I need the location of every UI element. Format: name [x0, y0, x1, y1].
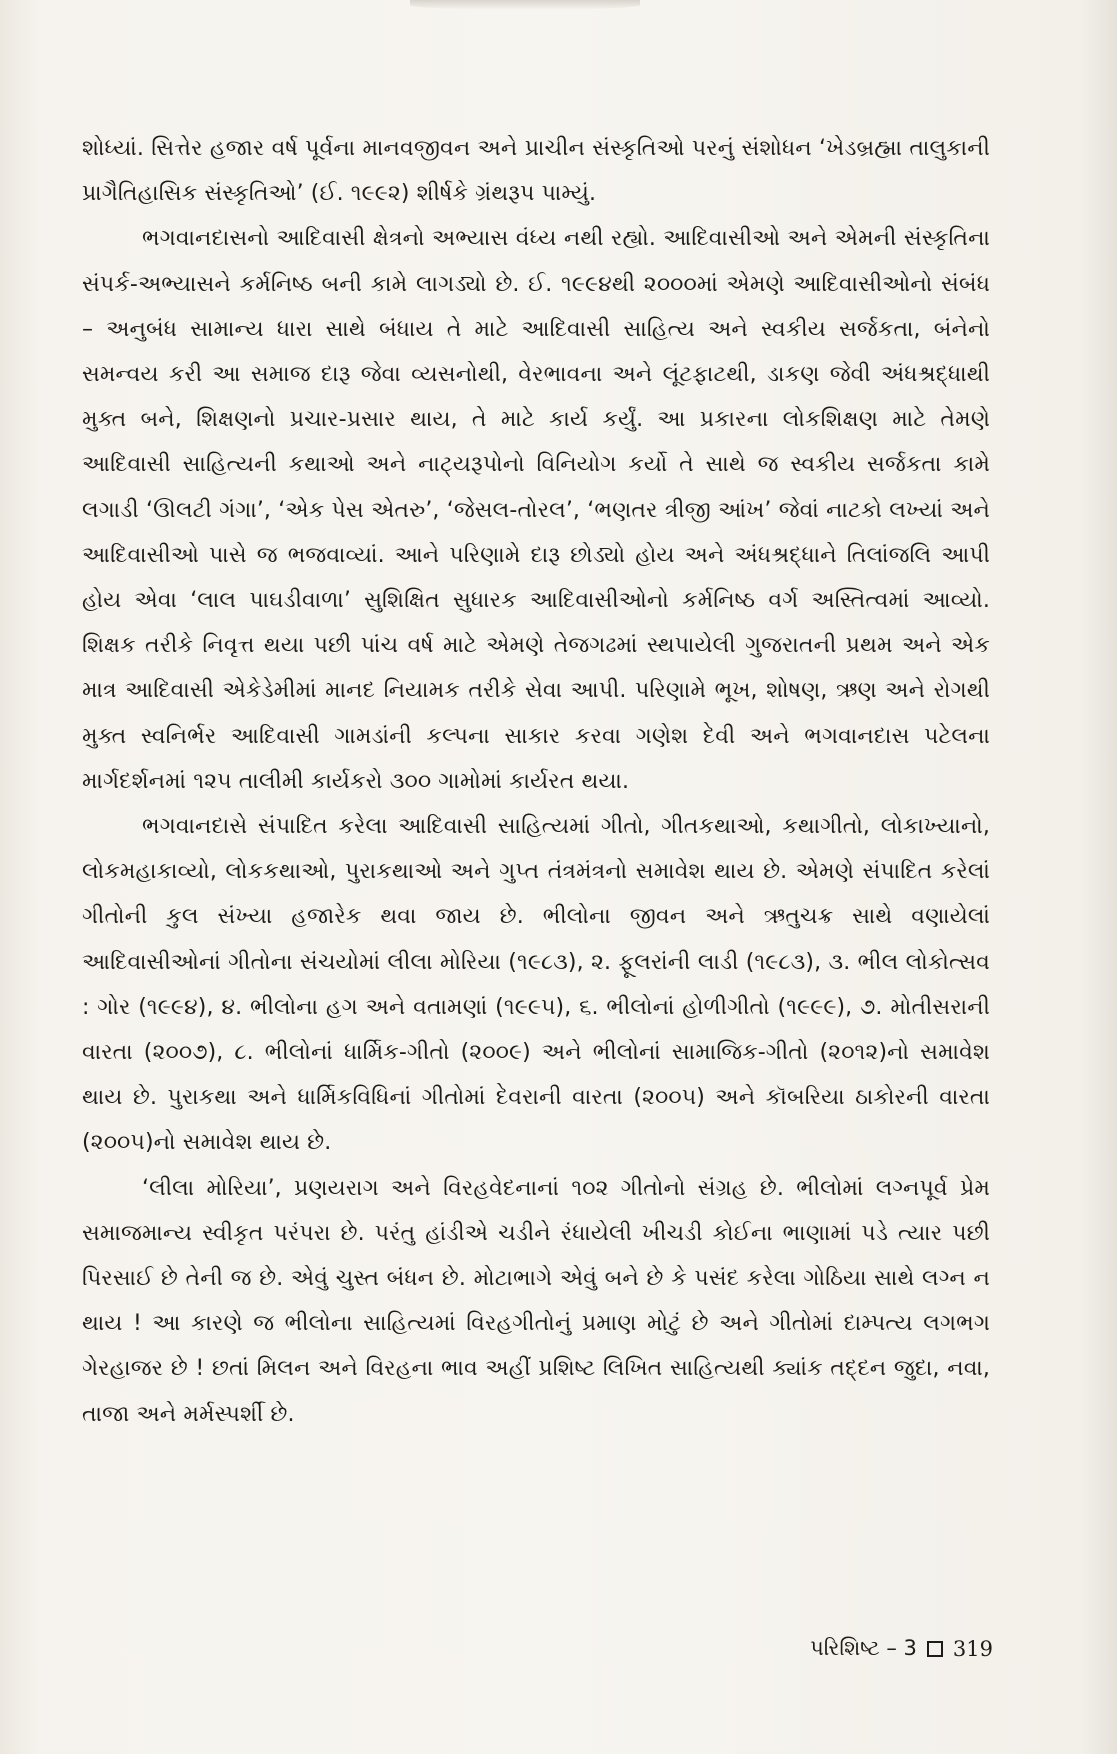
paragraph-4: ‘લીલા મોરિયા’, પ્રણયરાગ અને વિરહવેદનાનાં ૧૦૨ ગીતોનો સંગ્રહ છે. ભીલોમાં લગ્નપૂર્વ પ્રેમ સમાજમાન્ય સ્વીકૃત પરંપરા છે. પરંતુ હાંડીએ ચડીને રંધાયેલી ખીચડી કોઈના ભાણામાં પડે ત્યાર પછી પિરસાઈ છે તેની જ છે. એવું ચુસ્ત બંધન છે. મોટાભાગે એવું બને છે કે પસંદ કરેલા ગોઠિયા સાથે લગ્ન ન થાય ! આ કારણે જ ભીલોના સાહિત્યમાં વિરહગીતોનું પ્રમાણ મોટું છે અને ગીતોમાં દામ્પત્ય લગભગ ગેરહાજર છે ! છતાં મિલન અને વિરહના ભાવ અહીં પ્રશિષ્ટ લિખિત સાહિત્યથી ક્યાંક તદ્દન જુદા, નવા, તાજા અને મર્મસ્પર્શી છે. — [82, 1175, 990, 1427]
paragraph-3: ભગવાનદાસે સંપાદિત કરેલા આદિવાસી સાહિત્યમાં ગીતો, ગીતકથાઓ, કથાગીતો, લોકાખ્યાનો, લોકમહાકાવ્યો, લોકકથાઓ, પુરાકથાઓ અને ગુપ્ત તંત્રમંત્રનો સમાવેશ થાય છે. એમણે સંપાદિત કરેલાં ગીતોની કુલ સંખ્યા હજારેક થવા જાય છે. ભીલોના જીવન અને ઋતુચક્ર સાથે વણાયેલાં આદિવાસીઓનાં ગીતોના સંચયોમાં લીલા મોરિયા (૧૯૮૩), ૨. ફૂલરાંની લાડી (૧૯૮૩), ૩. ભીલ લોકોત્સવ : ગોર (૧૯૯૪), ૪. ભીલોના હગ અને વતામણાં (૧૯૯૫), ૬. ભીલોનાં હોળીગીતો (૧૯૯૯), ૭. મોતીસરાની વારતા (૨૦૦૭), ૮. ભીલોનાં ધાર્મિક-ગીતો (૨૦૦૯) અને ભીલોનાં સામાજિક-ગીતો (૨૦૧૨)નો સમાવેશ થાય છે. પુરાકથા અને ધાર્મિકવિધિનાં ગીતોમાં દેવરાની વારતા (૨૦૦૫) અને કૉબરિયા ઠાકોરની વારતા (૨૦૦૫)નો સમાવેશ થાય છે. — [82, 814, 990, 1156]
paragraph-1: શોધ્યાં. સિત્તેર હજાર વર્ષ પૂર્વના માનવજીવન અને પ્રાચીન સંસ્કૃતિઓ પરનું સંશોધન ‘ખેડબ્રહ્મા તાલુકાની પ્રાગૈતિહાસિક સંસ્કૃતિઓ’ (ઈ. ૧૯૯૨) શીર્ષકે ગ્રંથરૂપ પામ્યું. — [82, 136, 990, 207]
scan-artifact — [410, 0, 640, 10]
body-text — [82, 126, 990, 1437]
footer-section-label: પરિશિષ્ટ – 3 — [810, 1636, 917, 1660]
page-footer — [810, 1636, 993, 1661]
square-box-icon — [927, 1641, 943, 1657]
page-number: 319 — [952, 1636, 993, 1661]
paragraph-2: ભગવાનદાસનો આદિવાસી ક્ષેત્રનો અભ્યાસ વંધ્ય નથી રહ્યો. આદિવાસીઓ અને એમની સંસ્કૃતિના સંપર્ક-અભ્યાસને કર્મનિષ્ઠ બની કામે લાગડ્યો છે. ઈ. ૧૯૯૪થી ૨૦૦૦માં એમણે આદિવાસીઓનો સંબંધ – અનુબંધ સામાન્ય ધારા સાથે બંધાય તે માટે આદિવાસી સાહિત્ય અને સ્વકીય સર્જકતા, બંનેનો સમન્વય કરી આ સમાજ દારૂ જેવા વ્યસનોથી, વેરભાવના અને લૂંટફાટથી, ડાકણ જેવી અંધશ્રદ્ધાથી મુક્ત બને, શિક્ષણનો પ્રચાર-પ્રસાર થાય, તે માટે કાર્ય કર્યું. આ પ્રકારના લોકશિક્ષણ માટે તેમણે આદિવાસી સાહિત્યની કથાઓ અને નાટ્યરૂપોનો વિનિયોગ કર્યો તે સાથે જ સ્વકીય સર્જકતા કામે લગાડી ‘ઊલટી ગંગા’, ‘એક પેસ એતરુ’, ‘જેસલ-તોરલ’, ‘ભણતર ત્રીજી આંખ’ જેવાં નાટકો લખ્યાં અને આદિવાસીઓ પાસે જ ભજવાવ્યાં. આને પરિણામે દારૂ છોડ્યો હોય અને અંધશ્રદ્ધાને તિલાંજલિ આપી હોય એવા ‘લાલ પાઘડીવાળા’ સુશિક્ષિત સુધારક આદિવાસીઓનો કર્મનિષ્ઠ વર્ગ અસ્તિત્વમાં આવ્યો. શિક્ષક તરીકે નિવૃત્ત થયા પછી પાંચ વર્ષ માટે એમણે તેજગઢમાં સ્થપાયેલી ગુજરાતની પ્રથમ અને એક માત્ર આદિવાસી એકેડેમીમાં માનદ નિયામક તરીકે સેવા આપી. પરિણામે ભૂખ, શોષણ, ઋણ અને રોગથી મુક્ત સ્વનિર્ભર આદિવાસી ગામડાંની કલ્પના સાકાર કરવા ગણેશ દેવી અને ભગવાનદાસ પટેલના માર્ગદર્શનમાં ૧૨૫ તાલીમી કાર્યકરો ૩૦૦ ગામોમાં કાર્યરત થયા. — [82, 226, 990, 794]
